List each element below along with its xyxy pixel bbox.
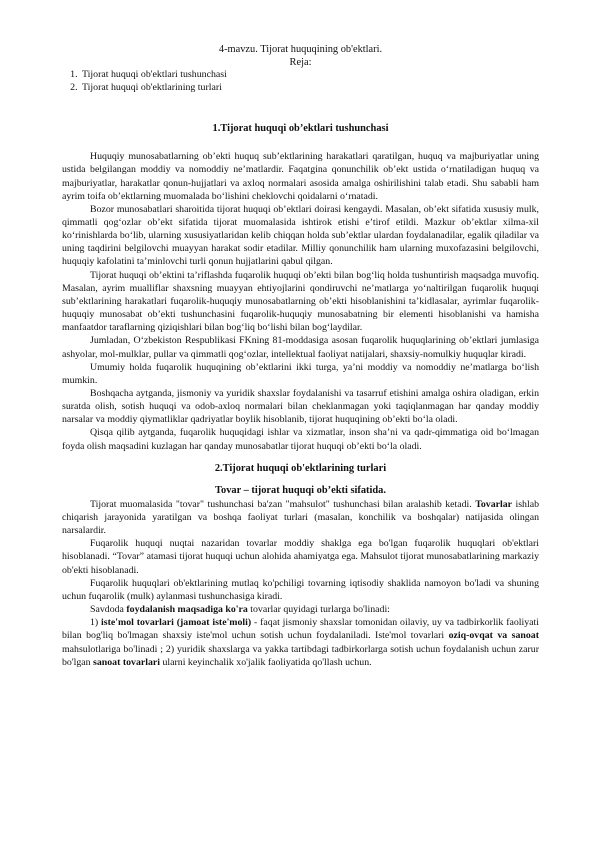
bold-term: foydalanish maqsadiga ko'ra [126, 604, 248, 616]
plan-list [62, 69, 539, 94]
text-run: mahsulotlariga bo'linadi ; 2) yuridik shaxslarga va yakka tartibdagi tadbirkorlarga sotish uchun foydalanish uchun zarur bo'lgan [62, 643, 539, 668]
paragraph [62, 603, 539, 616]
plan-label: Reja: [289, 56, 312, 68]
bold-term: oziq-ovqat va sanoat [448, 630, 539, 642]
paragraph: Huquqiy munosabatlarning ob’ekti huquq sub’ektlarining harakatlari qaratilgan, huquq va majburiyatlar uning ustida belgilangan moddiy va nomoddiy ne’matlardir. Faqatgina qonunchilik ob’ekt ustida o‘rnatiladigan huquq va majburiyatlar, harakatlar qonun-hujjatlari va axloq normalari asosida amalga oshirilishini talab etadi. Shu sababli ham ayrim toifa ob’ektlarning muomalada bo‘lishini cheklovchi qoidalarni o‘rnatadi. [62, 151, 539, 202]
text-run: - faqat jismoniy shaxslar tomonidan oilaviy, uy va tadbirkorlik faoliyati bilan bog'liq bo'lmagan shaxsiy iste'mol uchun sotish uchun foydalaniladi. Iste'mol tovarlari [62, 617, 539, 642]
paragraph: Jumladan, O‘zbekiston Respublikasi FKning 81-moddasiga asosan fuqarolik huquqlarining ob’ektlari jumlasiga ashyolar, mol-mulklar, pullar va qimmatli qog‘ozlar, intellektual faoliyat natijalari, shaxsiy-nomulkiy huquqlar kiradi. [62, 335, 539, 360]
section-2-heading: 2.Tijorat huquqi ob'ektlarining turlari [214, 462, 387, 474]
text-run: ularni keyinchalik xo'jalik faoliyatida qo'llash uchun. [160, 656, 372, 668]
bold-term: iste'mol tovarlari (jamoat iste'moli) [101, 617, 252, 629]
text-run: 1) [90, 617, 102, 629]
paragraph: Tijorat huquqi ob’ektini ta’riflashda fuqarolik huquqi ob’ekti bilan bog‘liq holda tushuntirish maqsadga muvofiq. Masalan, ayrim mualliflar shaxsning muayyan ehtiyojlarini qondiruvchi ne’matlarga yo‘naltirilgan fuqarolik huquqi sub’ektlarining harakatlari fuqarolik-huquqiy munosabatlarning ob’ekti hisoblanishini ta’kidlasalar, ayrimlar fuqarolik-huquqiy munosabat ob’ekti tushunchasini fuqarolik-huquqiy munosabatning bir elementi hisoblanishi va hamisha manfaatdor taraflarning qiziqishlari bilan bog‘liq bo‘lishi bilan bog‘laydilar. [62, 269, 539, 334]
text-run: ishlab chiqarish jarayonida yaratilgan va boshqa faoliyat turlari (masalan, konchilik va boshqalar) natijasida olingan narsalardir. [62, 498, 539, 537]
bold-term: Tovarlar [475, 498, 513, 510]
paragraph [62, 498, 539, 537]
text-run: Tijorat muomalasida "tovar" tushunchasi ba'zan "mahsulot" tushunchasi bilan aralashib ketadi. [90, 498, 472, 510]
plan-item: 2. Tijorat huquqi ob'ektlarining turlari [80, 82, 539, 95]
section-1-heading: 1.Tijorat huquqi ob’ektlari tushunchasi [212, 123, 389, 135]
paragraph: Qisqa qilib aytganda, fuqarolik huquqidagi ishlar va xizmatlar, inson sha’ni va qadr-qimmatiga oid bo‘lmagan foyda olish maqsadini kuzlagan har qanday munosabatlar tijorat huquqi ob’ekti bo‘la oladi. [62, 427, 539, 452]
paragraph: Fuqarolik huquqi nuqtai nazaridan tovarlar moddiy shaklga ega bo'lgan fuqarolik huquqlari ob'ektlari hisoblanadi. “Tovar” atamasi tijorat huquqi uchun alohida ahamiyatga ega. Mahsulot tijorat munosabatlarining markaziy ob'ekti hisoblanadi. [62, 538, 539, 576]
text-run: Savdoda [90, 604, 127, 616]
bold-term: sanoat tovarlari [93, 656, 161, 668]
plan-item: 1. Tijorat huquqi ob'ektlari tushunchasi [80, 69, 539, 82]
paragraph: Boshqacha aytganda, jismoniy va yuridik shaxslar foydalanishi va tasarruf etishini amalga oshira oladigan, erkin suratda olish, sotish huquqi va odob-axloq normalari bilan cheklanmagan yoki taqiqlanmagan har qanday moddiy narsalar va moddiy qiymatliklar qadriyatlar boylik hisoblanib, tijorat huquqining ob’ekti bo‘la oladi. [62, 388, 539, 426]
text-run: tovarlar quyidagi turlarga bo'linadi: [247, 604, 390, 616]
paragraph [62, 616, 539, 669]
subsection-heading: Tovar – tijorat huquqi ob’ekti sifatida. [215, 484, 386, 496]
paragraph: Fuqarolik huquqlari ob'ektlarining mutlaq ko'pchiligi tovarning iqtisodiy shaklida namoyon bo'ladi va shuning uchun fuqarolik (mulk) aylanmasi tushunchasiga kiradi. [62, 577, 539, 602]
paragraph: Bozor munosabatlari sharoitida tijorat huquqi ob’ektlari doirasi kengaydi. Masalan, ob’ekt sifatida xususiy mulk, qimmatli qog‘ozlar ob’ekt sifatida tijorat muomalasida ishtirok etishi e’tirof etildi. Mazkur ob’ektlar xilma-xil ko‘rinishlarda bo‘lib, ularning xususiyatlaridan kelib chiqqan holda sub’ektlar ulardan foydalanadilar, egalik qiladilar va uning taqdirini belgilovchi muayyan harakat sodir etadilar. Milliy qonunchilik ham ularning muxofazasini belgilovchi, huquqiy kafolatini ta’minlovchi turli qonun hujjatlarini qabul qilgan. [62, 203, 539, 268]
paragraph: Umumiy holda fuqarolik huquqining ob’ektlarini ikki turga, ya’ni moddiy va nomoddiy ne’matlarga bo‘lish mumkin. [62, 361, 539, 386]
document-title: 4-mavzu. Tijorat huquqining ob'ektlari. [218, 44, 383, 55]
